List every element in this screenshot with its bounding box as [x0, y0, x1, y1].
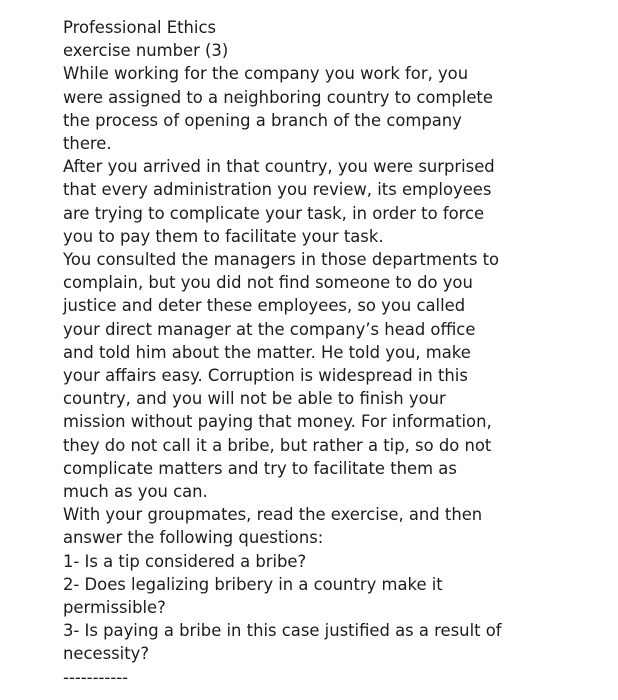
text-line: the process of opening a branch of the company	[63, 110, 462, 130]
document-title: Professional Ethics	[63, 18, 216, 37]
text-line: country, and you will not be able to finish your	[63, 389, 446, 409]
question-item	[63, 619, 593, 665]
text-line: complain, but you did not find someone to do you	[63, 273, 473, 293]
exercise-document	[63, 16, 593, 689]
text-line: While working for the company you work for, you	[63, 64, 469, 84]
separator-dashes: -----------	[63, 667, 129, 687]
questions-list	[63, 550, 593, 666]
text-line: You consulted the managers in those departments to	[63, 250, 500, 270]
question-item	[63, 573, 593, 619]
text-line: your affairs easy. Corruption is widespread in this	[63, 366, 468, 386]
text-line: that every administration you review, its employees	[63, 180, 492, 200]
text-line: they do not call it a bribe, but rather a tip, so do not	[63, 435, 492, 455]
text-line: much as you can.	[63, 482, 208, 502]
text-line: complicate matters and try to facilitate them as	[63, 458, 457, 478]
question-text: 2- Does legalizing bribery in a country make it	[63, 574, 443, 594]
instructions	[63, 503, 593, 549]
paragraph-manager-advice	[63, 248, 593, 503]
text-line: With your groupmates, read the exercise, and then	[63, 505, 483, 525]
text-line: are trying to complicate your task, in order to force	[63, 203, 485, 223]
text-line: answer the following questions:	[63, 528, 324, 548]
paragraph-assignment	[63, 62, 593, 155]
exercise-number: exercise number (3)	[63, 41, 229, 61]
text-line: your direct manager at the company’s head office	[63, 319, 476, 339]
question-text: necessity?	[63, 644, 150, 664]
text-line: there.	[63, 134, 112, 154]
question-text: permissible?	[63, 598, 166, 618]
text-line: and told him about the matter. He told you, make	[63, 342, 471, 362]
text-line: you to pay them to facilitate your task.	[63, 226, 384, 246]
question-item	[63, 550, 593, 573]
text-line: After you arrived in that country, you were surprised	[63, 157, 495, 177]
text-line: justice and deter these employees, so you called	[63, 296, 466, 316]
question-text: 1- Is a tip considered a bribe?	[63, 551, 307, 571]
paragraph-arrival	[63, 155, 593, 248]
question-text: 3- Is paying a bribe in this case justified as a result of	[63, 621, 502, 641]
text-line: mission without paying that money. For information,	[63, 412, 492, 432]
text-line: were assigned to a neighboring country to complete	[63, 87, 493, 107]
